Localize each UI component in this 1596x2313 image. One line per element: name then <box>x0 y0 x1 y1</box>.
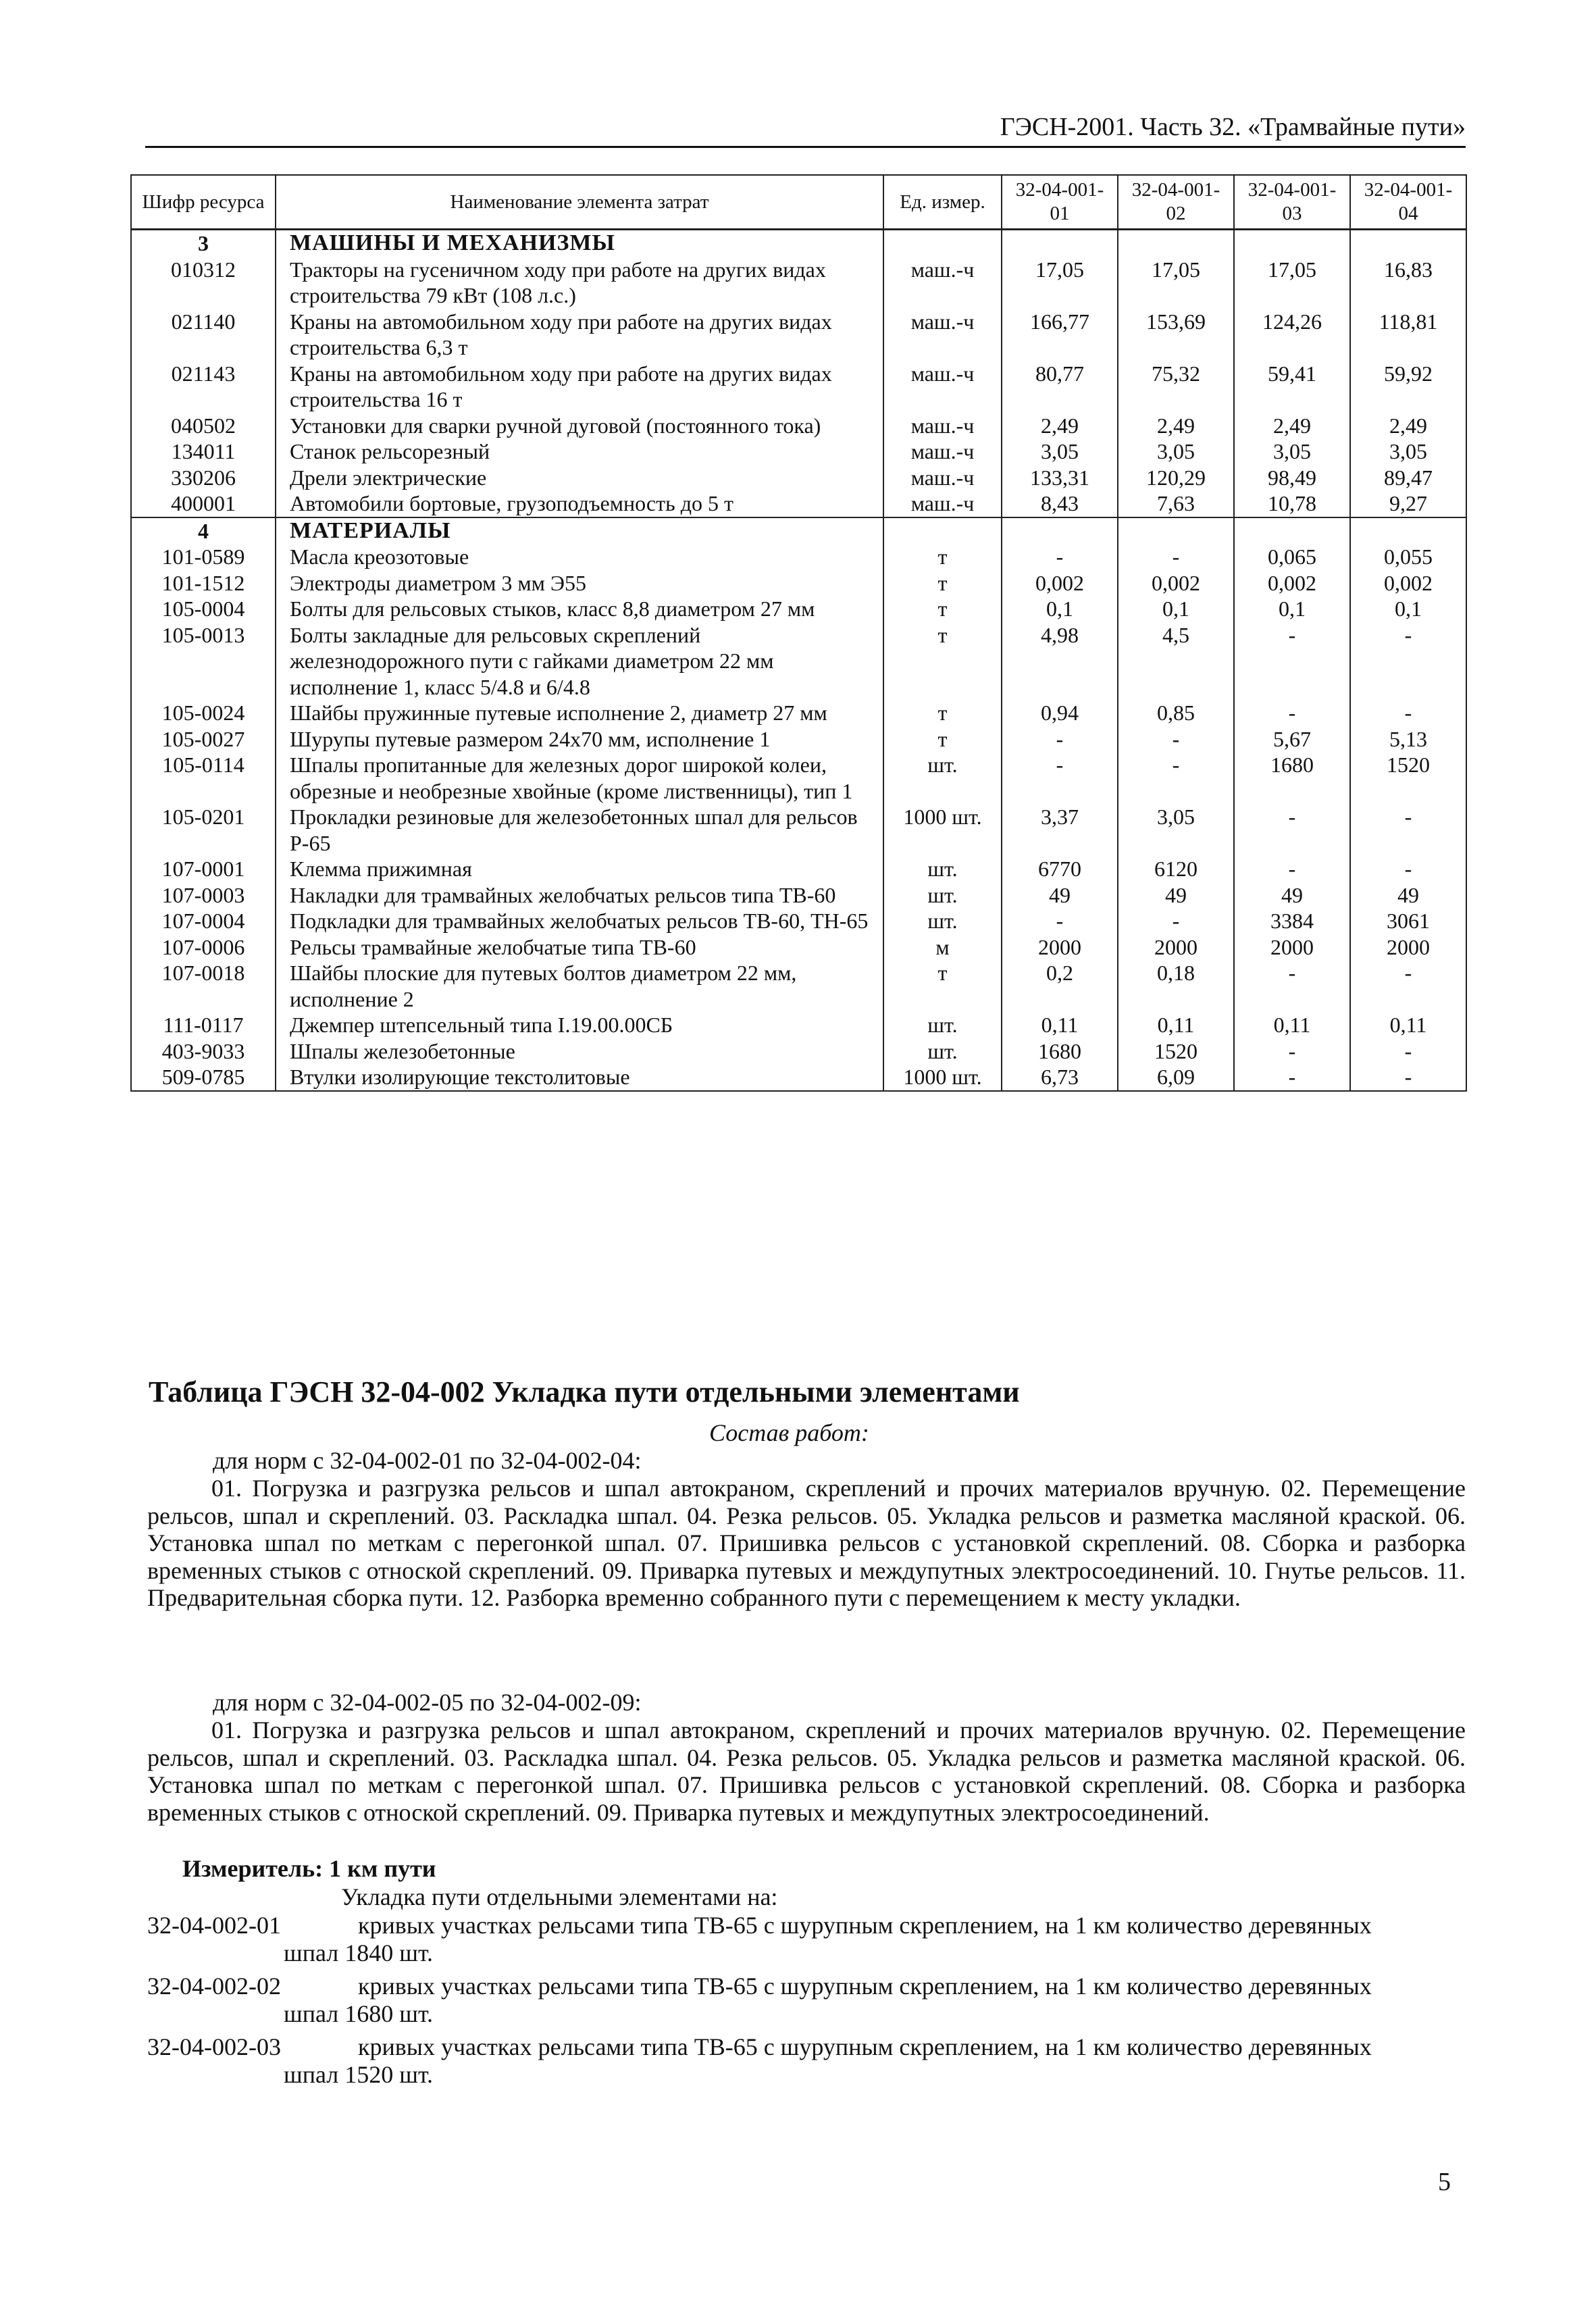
value-cell: - <box>1234 1038 1350 1065</box>
unit-cell: шт. <box>883 752 1002 804</box>
table-row <box>131 856 1466 882</box>
resource-name: Рельсы трамвайные желобчатые типа ТВ-60 <box>276 934 883 961</box>
table-header-row <box>131 175 1466 230</box>
value-cell: 153,69 <box>1118 309 1234 361</box>
value-cell: 0,002 <box>1234 570 1350 596</box>
value-cell: 3,05 <box>1118 438 1234 465</box>
section-title: МАТЕРИАЛЫ <box>276 517 883 544</box>
unit-cell: т <box>883 544 1002 570</box>
unit-cell: маш.-ч <box>883 309 1002 361</box>
value-cell: 2000 <box>1234 934 1350 961</box>
resource-name: Шпалы пропитанные для железных дорог широкой колеи, обрезные и необрезные хвойные (кроме лиственницы), тип 1 <box>276 752 883 804</box>
value-cell: - <box>1002 752 1118 804</box>
value-cell: 0,85 <box>1118 700 1234 726</box>
resource-name: Автомобили бортовые, грузоподъемность до 5 т <box>276 490 883 517</box>
table-row <box>131 361 1466 413</box>
unit-cell: маш.-ч <box>883 361 1002 413</box>
value-cell: - <box>1118 544 1234 570</box>
resource-name: Станок рельсорезный <box>276 438 883 465</box>
table-row <box>131 413 1466 439</box>
table-row <box>131 257 1466 309</box>
resource-code: 330206 <box>131 465 276 491</box>
value-cell: 7,63 <box>1118 490 1234 517</box>
section-title: МАШИНЫ И МЕХАНИЗМЫ <box>276 230 883 257</box>
resource-name: Краны на автомобильном ходу при работе на других видах строительства 16 т <box>276 361 883 413</box>
table-row <box>131 622 1466 701</box>
value-cell: 2,49 <box>1350 413 1466 439</box>
table-row <box>131 309 1466 361</box>
value-cell: - <box>1002 726 1118 753</box>
value-cell: 0,18 <box>1118 960 1234 1012</box>
value-cell: 2000 <box>1002 934 1118 961</box>
value-cell: 0,11 <box>1234 1012 1350 1038</box>
table-row <box>131 700 1466 726</box>
value-cell: 49 <box>1118 882 1234 909</box>
value-cell: 49 <box>1002 882 1118 909</box>
value-cell: - <box>1234 960 1350 1012</box>
resource-code: 021140 <box>131 309 276 361</box>
value-cell: - <box>1350 1064 1466 1091</box>
value-cell: 133,31 <box>1002 465 1118 491</box>
value-cell: - <box>1234 856 1350 882</box>
resource-code: 105-0004 <box>131 596 276 622</box>
resource-code: 105-0201 <box>131 804 276 856</box>
value-cell: - <box>1234 804 1350 856</box>
value-cell: - <box>1234 622 1350 701</box>
resource-code: 021143 <box>131 361 276 413</box>
resource-name: Тракторы на гусеничном ходу при работе на других видах строительства 79 кВт (108 л.с.) <box>276 257 883 309</box>
resource-code: 010312 <box>131 257 276 309</box>
value-cell: 118,81 <box>1350 309 1466 361</box>
value-cell: 0,065 <box>1234 544 1350 570</box>
value-cell: 4,98 <box>1002 622 1118 701</box>
table-row <box>131 1012 1466 1038</box>
unit-cell: м <box>883 934 1002 961</box>
empty-cell <box>1350 517 1466 544</box>
resource-name: Электроды диаметром 3 мм Э55 <box>276 570 883 596</box>
value-cell: 10,78 <box>1234 490 1350 517</box>
norm-code: 32-04-002-02 <box>147 1973 281 2000</box>
table-row <box>131 882 1466 909</box>
value-cell: 0,11 <box>1002 1012 1118 1038</box>
value-cell: 124,26 <box>1234 309 1350 361</box>
empty-cell <box>1350 230 1466 257</box>
value-cell: 0,1 <box>1234 596 1350 622</box>
empty-cell <box>1234 230 1350 257</box>
table-row <box>131 908 1466 934</box>
unit-cell: шт. <box>883 908 1002 934</box>
empty-cell <box>1118 517 1234 544</box>
value-cell: 75,32 <box>1118 361 1234 413</box>
table-row <box>131 726 1466 753</box>
unit-cell: шт. <box>883 882 1002 909</box>
value-cell: 0,1 <box>1002 596 1118 622</box>
norm-group-label: для норм с 32-04-002-05 по 32-04-002-09: <box>213 1689 642 1716</box>
value-cell: 49 <box>1234 882 1350 909</box>
section-row <box>131 230 1466 257</box>
unit-cell: т <box>883 960 1002 1012</box>
resource-name: Болты для рельсовых стыков, класс 8,8 диаметром 27 мм <box>276 596 883 622</box>
column-header: 32-04-001-04 <box>1350 175 1466 230</box>
resource-code: 105-0013 <box>131 622 276 701</box>
value-cell: 3384 <box>1234 908 1350 934</box>
value-cell: 3,05 <box>1118 804 1234 856</box>
value-cell: 3,05 <box>1234 438 1350 465</box>
resource-code: 107-0003 <box>131 882 276 909</box>
value-cell: 59,92 <box>1350 361 1466 413</box>
empty-cell <box>1234 517 1350 544</box>
empty-cell <box>1002 230 1118 257</box>
section-row <box>131 517 1466 544</box>
norm-code: 32-04-002-03 <box>147 2033 281 2060</box>
value-cell: 8,43 <box>1002 490 1118 517</box>
resource-name: Прокладки резиновые для железобетонных шпал для рельсов Р-65 <box>276 804 883 856</box>
section-code: 3 <box>131 230 276 257</box>
value-cell: 0,1 <box>1350 596 1466 622</box>
value-cell: 2000 <box>1350 934 1466 961</box>
empty-cell <box>883 517 1002 544</box>
table-row <box>131 752 1466 804</box>
page-header: ГЭСН-2001. Часть 32. «Трамвайные пути» <box>145 112 1466 148</box>
value-cell: 59,41 <box>1234 361 1350 413</box>
resources-table <box>130 174 1467 1092</box>
unit-cell: т <box>883 622 1002 701</box>
value-cell: 2000 <box>1118 934 1234 961</box>
value-cell: 3061 <box>1350 908 1466 934</box>
resource-name: Масла креозотовые <box>276 544 883 570</box>
value-cell: 120,29 <box>1118 465 1234 491</box>
value-cell: - <box>1350 700 1466 726</box>
resource-code: 105-0024 <box>131 700 276 726</box>
value-cell: 0,94 <box>1002 700 1118 726</box>
table-row <box>131 438 1466 465</box>
table-row <box>131 490 1466 517</box>
resource-code: 403-9033 <box>131 1038 276 1065</box>
value-cell: 166,77 <box>1002 309 1118 361</box>
table-row <box>131 1064 1466 1091</box>
unit-cell: 1000 шт. <box>883 1064 1002 1091</box>
empty-cell <box>1002 517 1118 544</box>
resource-name: Шпалы железобетонные <box>276 1038 883 1065</box>
table-row <box>131 570 1466 596</box>
resource-code: 111-0117 <box>131 1012 276 1038</box>
resource-name: Дрели электрические <box>276 465 883 491</box>
value-cell: - <box>1350 1038 1466 1065</box>
table-row <box>131 544 1466 570</box>
resource-code: 134011 <box>131 438 276 465</box>
resource-code: 107-0018 <box>131 960 276 1012</box>
value-cell: 1680 <box>1002 1038 1118 1065</box>
value-cell: 0,2 <box>1002 960 1118 1012</box>
work-description: 01. Погрузка и разгрузка рельсов и шпал автокраном, скреплений и прочих материалов вручную. 02. Перемещение рельсов, шпал и скреплений. 03. Раскладка шпал. 04. Резка рельсов. 05. Укладка рельсов и разметка масляной краской. 06. Установка шпал по меткам с перегонкой шпал. 07. Пришивка рельсов с установкой скреплений. 08. Сборка и разборка временных стыков с отноской скреплений. 09. Приварка путевых и междупутных электросоединений. 10. Гнутье рельсов. 11. Предварительная сборка пути. 12. Разборка временно собранного пути с перемещением к месту укладки. <box>147 1475 1466 1612</box>
value-cell: 0,11 <box>1350 1012 1466 1038</box>
resource-code: 105-0027 <box>131 726 276 753</box>
resource-name: Установки для сварки ручной дуговой (постоянного тока) <box>276 413 883 439</box>
value-cell: 5,67 <box>1234 726 1350 753</box>
value-cell: 1520 <box>1118 1038 1234 1065</box>
value-cell: 49 <box>1350 882 1466 909</box>
value-cell: 17,05 <box>1118 257 1234 309</box>
page-number: 5 <box>1438 2168 1451 2196</box>
unit-cell: шт. <box>883 856 1002 882</box>
column-header: 32-04-001-02 <box>1118 175 1234 230</box>
resource-code: 101-1512 <box>131 570 276 596</box>
unit-cell: маш.-ч <box>883 257 1002 309</box>
value-cell: 1680 <box>1234 752 1350 804</box>
resource-name: Накладки для трамвайных желобчатых рельсов типа ТВ-60 <box>276 882 883 909</box>
column-header: 32-04-001-01 <box>1002 175 1118 230</box>
value-cell: 80,77 <box>1002 361 1118 413</box>
value-cell: 0,002 <box>1350 570 1466 596</box>
value-cell: - <box>1234 700 1350 726</box>
value-cell: 0,002 <box>1002 570 1118 596</box>
resource-code: 107-0006 <box>131 934 276 961</box>
table-row <box>131 596 1466 622</box>
value-cell: - <box>1002 908 1118 934</box>
resource-code: 107-0004 <box>131 908 276 934</box>
resource-code: 101-0589 <box>131 544 276 570</box>
value-cell: 5,13 <box>1350 726 1466 753</box>
resource-code: 040502 <box>131 413 276 439</box>
value-cell: 9,27 <box>1350 490 1466 517</box>
value-cell: - <box>1350 960 1466 1012</box>
table-row <box>131 465 1466 491</box>
resource-name: Клемма прижимная <box>276 856 883 882</box>
table-row <box>131 1038 1466 1065</box>
table-title: Таблица ГЭСН 32-04-002 Укладка пути отдельными элементами <box>149 1375 1020 1408</box>
resource-code: 105-0114 <box>131 752 276 804</box>
unit-cell: 1000 шт. <box>883 804 1002 856</box>
column-header: Шифр ресурса <box>131 175 276 230</box>
resource-name: Болты закладные для рельсовых скреплений железнодорожного пути с гайками диаметром 22 мм исполнение 1, класс 5/4.8 и 6/4.8 <box>276 622 883 701</box>
value-cell: 6,09 <box>1118 1064 1234 1091</box>
unit-cell: маш.-ч <box>883 490 1002 517</box>
value-cell: 2,49 <box>1118 413 1234 439</box>
value-cell: - <box>1118 726 1234 753</box>
column-header: 32-04-001-03 <box>1234 175 1350 230</box>
value-cell: 2,49 <box>1002 413 1118 439</box>
table-row <box>131 934 1466 961</box>
unit-cell: шт. <box>883 1012 1002 1038</box>
value-cell: 16,83 <box>1350 257 1466 309</box>
norms-intro: Укладка пути отдельными элементами на: <box>341 1883 778 1910</box>
value-cell: - <box>1350 622 1466 701</box>
table-body <box>131 230 1466 1091</box>
unit-cell: т <box>883 570 1002 596</box>
value-cell: 3,05 <box>1350 438 1466 465</box>
resource-name: Подкладки для трамвайных желобчатых рельсов ТВ-60, ТН-65 <box>276 908 883 934</box>
unit-cell: шт. <box>883 1038 1002 1065</box>
resource-name: Шурупы путевые размером 24х70 мм, исполнение 1 <box>276 726 883 753</box>
value-cell: 0,055 <box>1350 544 1466 570</box>
value-cell: 3,37 <box>1002 804 1118 856</box>
unit-cell: т <box>883 596 1002 622</box>
value-cell: 6,73 <box>1002 1064 1118 1091</box>
value-cell: 0,1 <box>1118 596 1234 622</box>
column-header: Ед. измер. <box>883 175 1002 230</box>
column-header: Наименование элемента затрат <box>276 175 883 230</box>
unit-cell: маш.-ч <box>883 438 1002 465</box>
resource-name: Краны на автомобильном ходу при работе на других видах строительства 6,3 т <box>276 309 883 361</box>
work-description: 01. Погрузка и разгрузка рельсов и шпал автокраном, скреплений и прочих материалов вручную. 02. Перемещение рельсов, шпал и скреплений. 03. Раскладка шпал. 04. Резка рельсов. 05. Укладка рельсов и разметка масляной краской. 06. Установка шпал по меткам с перегонкой шпал. 07. Пришивка рельсов с установкой скреплений. 08. Сборка и разборка временных стыков с отноской скреплений. 09. Приварка путевых и междупутных электросоединений. <box>147 1717 1466 1826</box>
unit-cell: маш.-ч <box>883 413 1002 439</box>
section-code: 4 <box>131 517 276 544</box>
norm-description: кривых участках рельсами типа ТВ-65 с шурупным скреплением, на 1 км количество деревянных шпал 1680 шт. <box>284 1973 1372 2027</box>
resource-name: Шайбы пружинные путевые исполнение 2, диаметр 27 мм <box>276 700 883 726</box>
value-cell: 0,002 <box>1118 570 1234 596</box>
resource-name: Шайбы плоские для путевых болтов диаметром 22 мм, исполнение 2 <box>276 960 883 1012</box>
value-cell: - <box>1118 752 1234 804</box>
work-composition-label: Состав работ: <box>709 1419 869 1446</box>
value-cell: 6770 <box>1002 856 1118 882</box>
value-cell: - <box>1350 856 1466 882</box>
unit-cell: т <box>883 726 1002 753</box>
value-cell: - <box>1002 544 1118 570</box>
value-cell: 1520 <box>1350 752 1466 804</box>
norm-group-label: для норм с 32-04-002-01 по 32-04-002-04: <box>213 1447 642 1474</box>
norm-code: 32-04-002-01 <box>147 1912 281 1939</box>
value-cell: 0,11 <box>1118 1012 1234 1038</box>
table-row <box>131 804 1466 856</box>
value-cell: 17,05 <box>1002 257 1118 309</box>
norm-description: кривых участках рельсами типа ТВ-65 с шурупным скреплением, на 1 км количество деревянных шпал 1520 шт. <box>284 2033 1372 2088</box>
value-cell: 4,5 <box>1118 622 1234 701</box>
empty-cell <box>1118 230 1234 257</box>
unit-cell: т <box>883 700 1002 726</box>
resource-code: 107-0001 <box>131 856 276 882</box>
value-cell: 89,47 <box>1350 465 1466 491</box>
value-cell: 2,49 <box>1234 413 1350 439</box>
value-cell: - <box>1234 1064 1350 1091</box>
measure-unit: Измеритель: 1 км пути <box>182 1855 436 1882</box>
norm-description: кривых участках рельсами типа ТВ-65 с шурупным скреплением, на 1 км количество деревянных шпал 1840 шт. <box>284 1912 1372 1966</box>
value-cell: 98,49 <box>1234 465 1350 491</box>
unit-cell: маш.-ч <box>883 465 1002 491</box>
value-cell: 17,05 <box>1234 257 1350 309</box>
resource-code: 400001 <box>131 490 276 517</box>
table-row <box>131 960 1466 1012</box>
resource-name: Джемпер штепсельный типа I.19.00.00СБ <box>276 1012 883 1038</box>
value-cell: - <box>1118 908 1234 934</box>
value-cell: - <box>1350 804 1466 856</box>
empty-cell <box>883 230 1002 257</box>
value-cell: 6120 <box>1118 856 1234 882</box>
value-cell: 3,05 <box>1002 438 1118 465</box>
resource-name: Втулки изолирующие текстолитовые <box>276 1064 883 1091</box>
resource-code: 509-0785 <box>131 1064 276 1091</box>
